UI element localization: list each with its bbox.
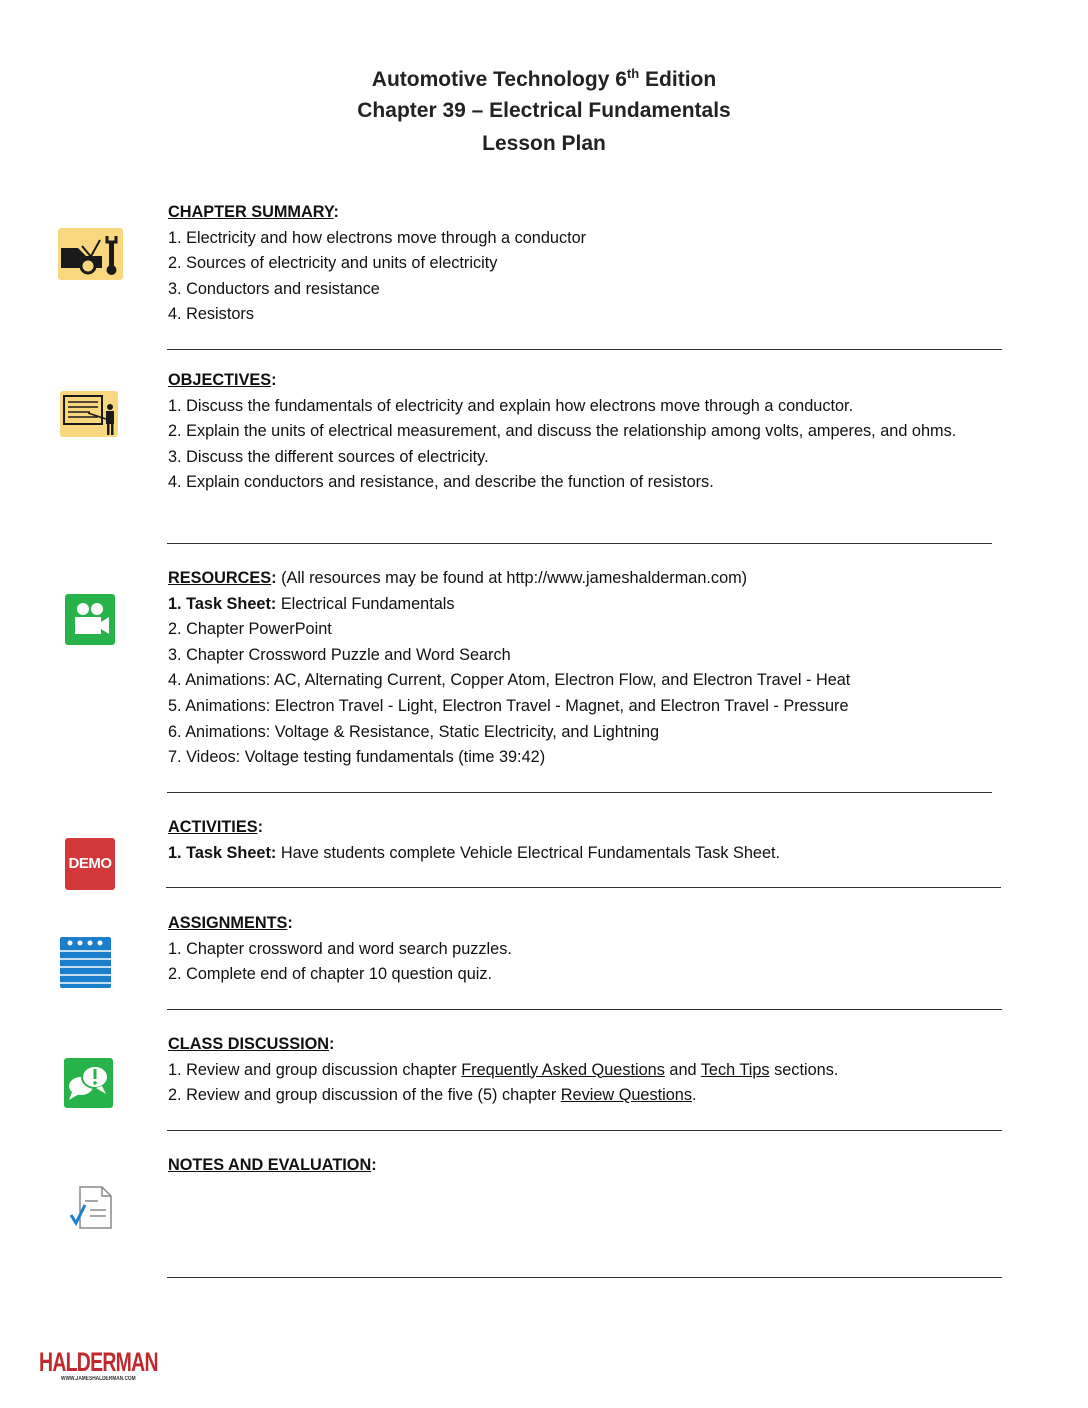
section-heading: ACTIVITIES (168, 818, 258, 836)
demo-icon: DEMO (65, 838, 115, 890)
list-item: 2. Complete end of chapter 10 question quiz. (168, 965, 493, 984)
assignments-section: ASSIGNMENTS: 1. Chapter crossword and word search puzzles. 2. Complete end of chapter 10 question quiz. (168, 911, 988, 988)
objectives-section: OBJECTIVES: 1. Discuss the fundamentals of electricity and explain how electrons move through a conductor. 2. Explain the units of electrical measurement, and discuss the relationship among volts, amperes, and ohms. 3. Discuss the different sources of electricity. 4. Explain conductors and resistance, and describe the function of resistors. (168, 368, 988, 496)
review-questions-link[interactable]: Review Questions (560, 1086, 692, 1105)
tech-tips-link[interactable]: Tech Tips (700, 1060, 770, 1079)
list-item: 4. Animations: AC, Alternating Current, Copper Atom, Electron Flow, and Electron Travel - Heat (168, 671, 851, 690)
section-heading: NOTES AND EVALUATION (168, 1156, 372, 1174)
divider (167, 349, 1002, 350)
presentation-icon (60, 391, 118, 437)
list-item: 1. Discuss the fundamentals of electricity and explain how electrons move through a conductor. (168, 396, 854, 415)
divider (167, 1009, 1002, 1010)
doc-title-line2: Chapter 39 – Electrical Fundamentals (357, 99, 731, 122)
notepad-icon (60, 937, 111, 988)
list-item: 1. Electricity and how electrons move through a conductor (168, 228, 587, 247)
divider (166, 887, 1001, 888)
divider (167, 792, 992, 793)
faq-link[interactable]: Frequently Asked Questions (461, 1060, 665, 1079)
class-discussion-section: CLASS DISCUSSION: 1. Review and group discussion chapter Frequently Asked Questions and Tech Tips sections. 2. Review and group discussion of the five (5) chapter Review Questions. (168, 1032, 988, 1109)
list-item: 6. Animations: Voltage & Resistance, Static Electricity, and Lightning (168, 722, 660, 741)
resources-section: RESOURCES: (All resources may be found at http://www.jameshalderman.com) 1. Task Sheet: Electrical Fundamentals 2. Chapter PowerPoint 3. Chapter Crossword Puzzle and Word Search 4. Animations: AC, Alternating Current, Copper Atom, Electron Flow, and Electron Travel - Heat 5. Animations: Electron Travel - Light, Electron Travel - Magnet, and Electron Travel - Pressure 6. Animations: Voltage & Resistance, Static Electricity, and Lightning 7. Videos: Voltage testing fundamentals (time 39:42) (168, 566, 988, 771)
list-item: 1. Task Sheet: Electrical Fundamentals (168, 594, 455, 613)
list-item: 2. Review and group discussion of the five (5) chapter Review Questions. (168, 1086, 697, 1105)
resources-note: (All resources may be found at http://www.jameshalderman.com) (276, 569, 748, 587)
list-item: 2. Chapter PowerPoint (168, 620, 332, 639)
list-item: 2. Sources of electricity and units of electricity (168, 254, 498, 273)
list-item: 1. Task Sheet: Have students complete Vehicle Electrical Fundamentals Task Sheet. (168, 843, 781, 862)
document-check-icon (68, 1185, 114, 1231)
section-heading: OBJECTIVES (168, 371, 272, 389)
doc-title-line3: Lesson Plan (482, 132, 606, 155)
list-item: 3. Conductors and resistance (168, 279, 380, 298)
list-item: 4. Explain conductors and resistance, and describe the function of resistors. (168, 473, 714, 492)
list-item: 4. Resistors (168, 305, 254, 324)
section-heading: RESOURCES (168, 569, 272, 587)
car-repair-icon (58, 228, 123, 280)
list-item: 2. Explain the units of electrical measurement, and discuss the relationship among volts, amperes, and ohms. (168, 422, 957, 441)
notes-section: NOTES AND EVALUATION: (168, 1156, 377, 1174)
video-camera-icon (65, 594, 115, 645)
discussion-icon (64, 1058, 113, 1108)
list-item: 1. Review and group discussion chapter Frequently Asked Questions and Tech Tips sections. (168, 1060, 839, 1079)
list-item: 5. Animations: Electron Travel - Light, Electron Travel - Magnet, and Electron Travel - Pressure (168, 696, 849, 715)
divider (167, 1277, 1002, 1278)
activities-section: ACTIVITIES: 1. Task Sheet: Have students complete Vehicle Electrical Fundamentals Task Sheet. (168, 815, 988, 866)
chapter-summary-section: CHAPTER SUMMARY: 1. Electricity and how electrons move through a conductor 2. Sources of electricity and units of electricity 3. Conductors and resistance 4. Resistors (168, 200, 988, 328)
section-heading: ASSIGNMENTS (168, 914, 288, 932)
doc-title-line1: Automotive Technology 6th Edition (371, 66, 717, 91)
list-item: 3. Discuss the different sources of electricity. (168, 447, 489, 466)
halderman-logo: HALDERMAN WWW.JAMESHALDERMAN.COM (39, 1347, 158, 1382)
divider (167, 543, 992, 544)
list-item: 3. Chapter Crossword Puzzle and Word Search (168, 645, 511, 664)
list-item: 1. Chapter crossword and word search puzzles. (168, 939, 512, 958)
section-heading: CLASS DISCUSSION (168, 1035, 330, 1053)
section-heading: CHAPTER SUMMARY (168, 203, 334, 221)
divider (167, 1130, 1002, 1131)
list-item: 7. Videos: Voltage testing fundamentals (time 39:42) (168, 748, 546, 767)
